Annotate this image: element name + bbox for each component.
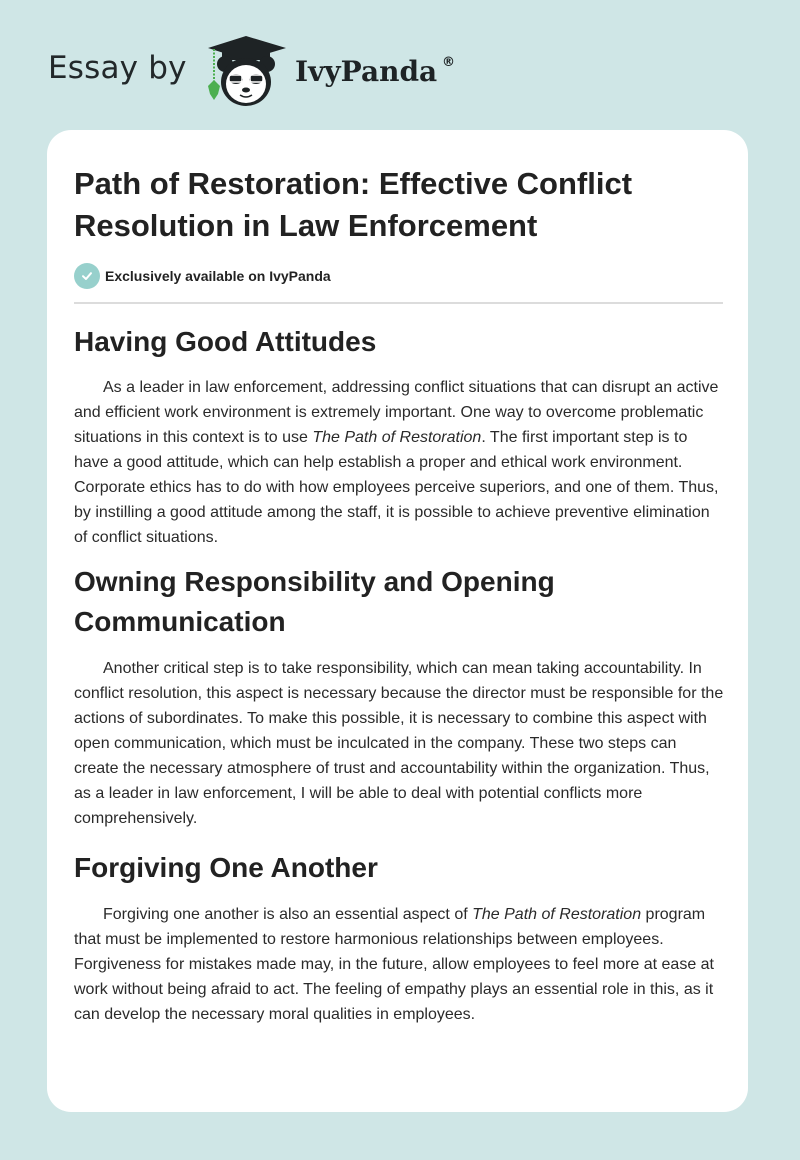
section-paragraph <box>74 375 724 550</box>
section-heading: Owning Responsibility and Opening Communication <box>74 566 555 637</box>
section-paragraph: Another critical step is to take responsibility, which can mean taking accountability. In conflict resolution, this aspect is necessary because the director must be responsible for the actions of subordinates. To make this possible, it is necessary to combine this aspect with open communication, which must be inculcated in the company. These two steps can create the necessary atmosphere of trust and accountability within the organization. Thus, as a leader in law enforcement, I will be able to deal with potential conflicts more comprehensively. <box>74 660 724 827</box>
essay-card <box>47 130 748 1112</box>
paragraph-text: Forgiving one another is also an essential aspect of <box>103 906 473 923</box>
paragraph-text: . The first important step is to have a good attitude, which can help establish a proper and ethical work environment. Corporate ethics has to do with how employees perceive superiors, and one of them. Thus, by instilling a good attitude among the staff, it is possible to achieve preventive elimination of conflict situations. <box>74 429 719 546</box>
check-circle-icon <box>74 263 100 289</box>
italic-title: The Path of Restoration <box>472 906 642 923</box>
section-heading: Forgiving One Another <box>74 852 378 883</box>
registered-mark: ® <box>442 55 455 70</box>
panda-graduate-logo-icon[interactable] <box>200 34 292 110</box>
italic-title: The Path of Restoration <box>312 429 482 446</box>
section-paragraph <box>74 902 724 1027</box>
section-heading: Having Good Attitudes <box>74 326 377 357</box>
paragraph-text: As a leader in law enforcement, addressing conflict situations that can disrupt an active and efficient work environment is extremely important. One way to overcome problematic situations in this context is to use <box>74 379 719 446</box>
essay-title: Path of Restoration: Effective Conflict Resolution in Law Enforcement <box>74 166 633 243</box>
title-divider <box>74 302 723 304</box>
essay-body <box>74 322 724 1027</box>
exclusive-label: Exclusively available on IvyPanda <box>105 268 331 284</box>
exclusive-badge <box>74 263 331 289</box>
paragraph-text: program that must be implemented to restore harmonious relationships between employees. Forgiveness for mistakes made may, in the future, allow employees to feel more at ease at work without being afraid to act. The feeling of empathy plays an essential role in this, as it can develop the necessary moral qualities in employees. <box>74 906 714 1023</box>
site-header <box>0 0 800 130</box>
brand-prefix: Essay by <box>48 50 187 86</box>
brand-name[interactable]: IvyPanda <box>295 55 438 88</box>
